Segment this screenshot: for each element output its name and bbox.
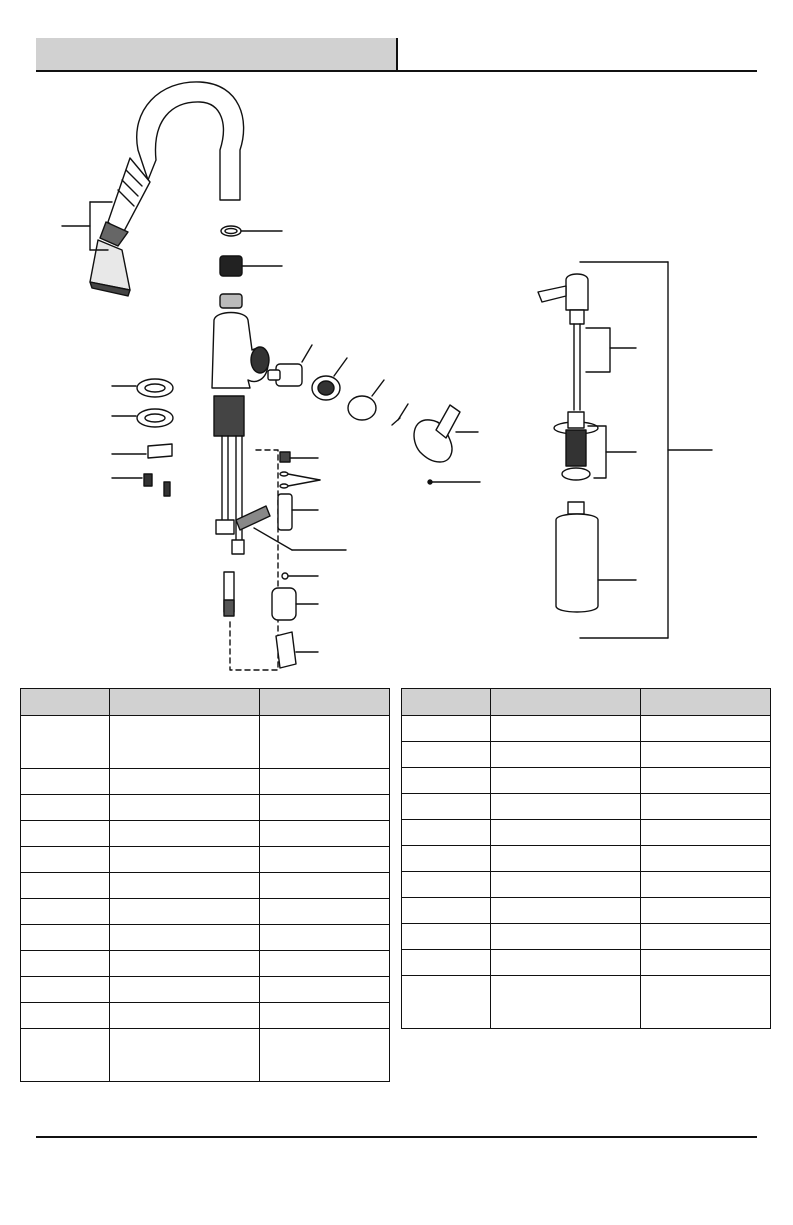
page-header — [36, 38, 757, 72]
table-row — [21, 925, 390, 951]
table-row — [402, 924, 771, 950]
table-row — [21, 795, 390, 821]
table-row — [402, 716, 771, 742]
parts-table-right — [401, 688, 771, 1029]
faucet-body-drawing — [212, 294, 269, 616]
table-row — [402, 768, 771, 794]
table-row — [402, 950, 771, 976]
table-row — [402, 976, 771, 1029]
table-row — [21, 847, 390, 873]
table-row — [21, 1029, 390, 1082]
table-row — [21, 821, 390, 847]
column-header — [491, 689, 640, 716]
table-row — [402, 742, 771, 768]
table-row — [21, 899, 390, 925]
cartridge-and-handle — [268, 345, 480, 484]
table-row — [21, 716, 390, 769]
exploded-parts-diagram — [0, 80, 793, 680]
column-header — [402, 689, 491, 716]
table-row — [402, 820, 771, 846]
footer-rule — [36, 1136, 757, 1138]
table-row — [21, 769, 390, 795]
header-rule — [36, 70, 757, 72]
column-header — [259, 689, 389, 716]
table-row — [402, 846, 771, 872]
table-row — [21, 951, 390, 977]
o-ring-and-screen — [220, 226, 282, 276]
table-row — [402, 898, 771, 924]
deck-hardware — [112, 379, 173, 496]
table-row — [21, 1003, 390, 1029]
table-row — [402, 794, 771, 820]
table-row — [21, 977, 390, 1003]
soap-dispenser-drawing — [538, 262, 712, 638]
header-divider — [396, 38, 398, 72]
column-header — [640, 689, 770, 716]
table-header-row — [402, 689, 771, 716]
diverter-assembly — [230, 450, 346, 670]
table-row — [21, 873, 390, 899]
column-header — [21, 689, 110, 716]
table-header-row — [21, 689, 390, 716]
parts-table-left — [20, 688, 390, 1082]
table-row — [402, 872, 771, 898]
column-header — [110, 689, 259, 716]
header-title-box — [36, 38, 396, 70]
